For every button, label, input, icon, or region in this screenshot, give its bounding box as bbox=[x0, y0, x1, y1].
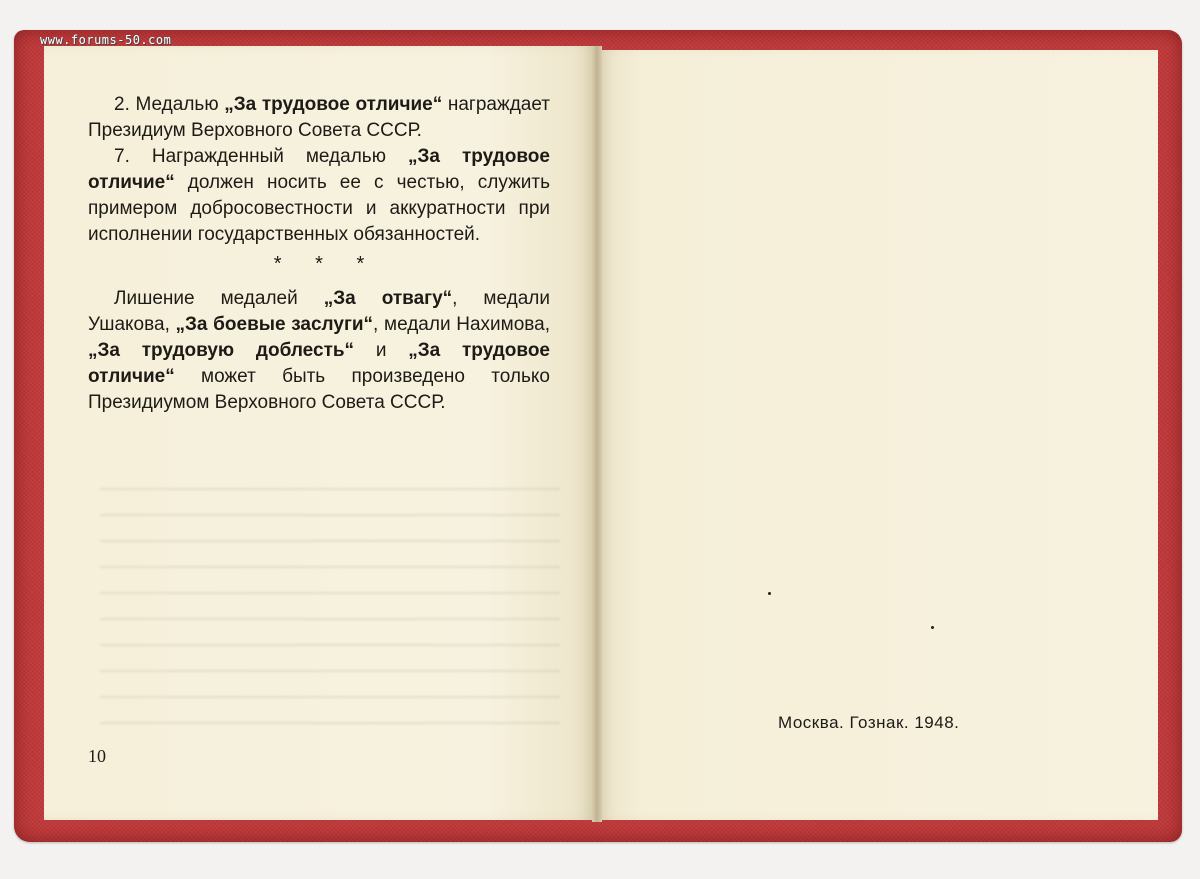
medal-name: „За трудовую доблесть“ bbox=[88, 340, 355, 361]
paper-speck bbox=[768, 592, 771, 595]
right-page bbox=[598, 50, 1158, 820]
medal-name: „За трудовое отличие“ bbox=[88, 340, 551, 387]
bleed-through-text bbox=[100, 488, 560, 748]
medal-name: „За трудовое отличие“ bbox=[88, 146, 550, 193]
paragraph-wearing-duty: 7. Награжденный медалью „За трудовое отличие“ должен носить ее с честью, служить примером добросовестности и аккуратности при исполнении государственных обязанностей. bbox=[88, 146, 550, 245]
paragraph-revocation: Лишение медалей „За отвагу“, медали Ушакова, „За боевые заслуги“, медали Нахимова, „За трудовую доблесть“ и „За трудовое отличие“ может быть произведено только Президиумом Верховного Совета СССР. bbox=[88, 288, 551, 413]
separator-stars: * * * bbox=[273, 253, 379, 275]
paragraph-award-authority: 2. Медалью „За трудовое отличие“ награждает Президиум Верховного Совета СССР. bbox=[88, 94, 550, 141]
publisher-imprint: Москва. Гознак. 1948. bbox=[778, 713, 960, 732]
watermark: www.forums-50.com bbox=[40, 33, 172, 47]
book-spine bbox=[592, 46, 602, 822]
paper-speck bbox=[931, 626, 934, 629]
medal-name: „За отвагу“ bbox=[323, 288, 453, 309]
page-number: 10 bbox=[88, 746, 106, 766]
left-page-text bbox=[88, 92, 550, 416]
medal-name: „За трудовое отличие“ bbox=[224, 94, 443, 115]
medal-name: „За боевые заслуги“ bbox=[175, 314, 374, 335]
